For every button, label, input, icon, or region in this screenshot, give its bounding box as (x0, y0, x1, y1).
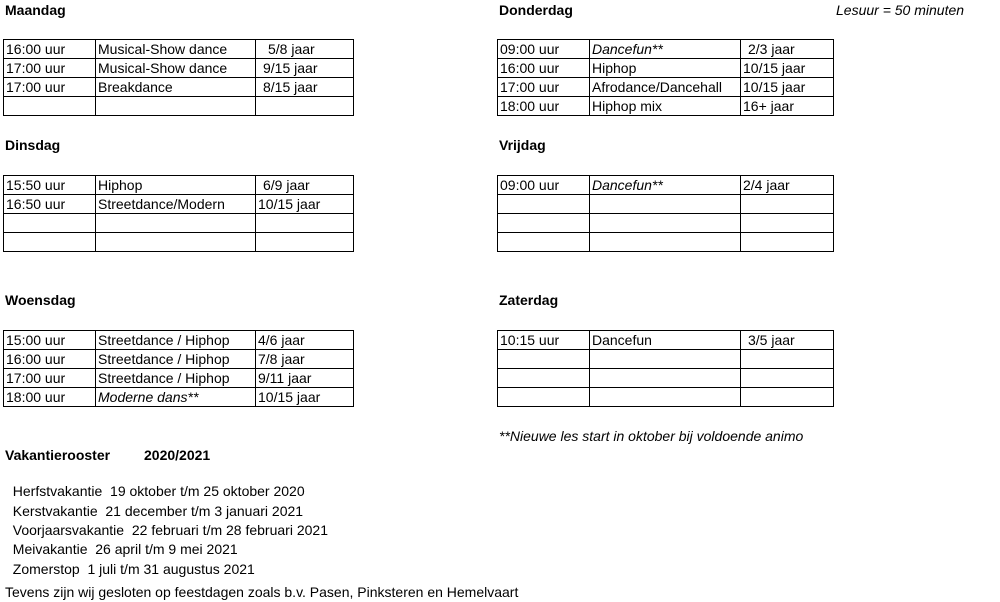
age-cell: 9/11 jaar (256, 369, 354, 388)
age-cell (741, 233, 834, 252)
time-cell: 09:00 uur (498, 40, 590, 59)
course-cell: Breakdance (96, 78, 256, 97)
vacation-dates: 19 oktober t/m 25 oktober 2020 (110, 483, 305, 499)
vacation-heading: Vakantierooster (5, 447, 111, 463)
time-cell: 09:00 uur (498, 176, 590, 195)
table-row (4, 40, 354, 59)
age-cell: 9/15 jaar (256, 59, 354, 78)
course-cell: Musical-Show dance (96, 40, 256, 59)
time-cell (498, 233, 590, 252)
course-cell: Afrodance/Dancehall (590, 78, 741, 97)
time-cell (4, 233, 96, 252)
age-cell (256, 97, 354, 116)
time-cell: 10:15 uur (498, 331, 590, 350)
age-cell (256, 233, 354, 252)
vacation-item (5, 545, 255, 577)
time-cell: 17:00 uur (498, 78, 590, 97)
course-cell: Hiphop mix (590, 97, 741, 116)
course-cell: Streetdance/Modern (96, 195, 256, 214)
course-cell (590, 369, 741, 388)
vacation-name: Kerstvakantie (12, 503, 98, 519)
course-cell (96, 214, 256, 233)
table-row (498, 233, 834, 252)
table-row (4, 195, 354, 214)
time-cell: 15:00 uur (4, 331, 96, 350)
age-cell: 2/3 jaar (741, 40, 834, 59)
age-cell (741, 195, 834, 214)
age-cell (741, 350, 834, 369)
table-row (4, 214, 354, 233)
vacation-name: Zomerstop (12, 561, 80, 577)
course-cell: Moderne dans** (96, 388, 256, 407)
time-cell (498, 350, 590, 369)
time-cell (4, 97, 96, 116)
table-row (498, 97, 834, 116)
table-row (498, 350, 834, 369)
table-row (498, 214, 834, 233)
course-cell: Dancefun** (590, 40, 741, 59)
course-cell (590, 233, 741, 252)
vacation-year: 2020/2021 (144, 447, 211, 463)
course-cell (96, 233, 256, 252)
schedule-table-donderdag (497, 39, 834, 116)
closing-note: Tevens zijn wij gesloten op feestdagen zoals b.v. Pasen, Pinksteren en Hemelvaart (5, 584, 519, 600)
table-row (498, 176, 834, 195)
age-cell: 10/15 jaar (256, 388, 354, 407)
time-cell (498, 214, 590, 233)
age-cell: 5/8 jaar (256, 40, 354, 59)
course-cell: Dancefun** (590, 176, 741, 195)
course-cell (590, 195, 741, 214)
table-row (498, 59, 834, 78)
table-row (4, 233, 354, 252)
time-cell: 16:00 uur (4, 40, 96, 59)
table-row (498, 195, 834, 214)
table-row (4, 350, 354, 369)
time-cell (498, 195, 590, 214)
schedule-table-dinsdag (3, 175, 354, 252)
course-cell: Hiphop (590, 59, 741, 78)
table-row (498, 331, 834, 350)
time-cell (4, 214, 96, 233)
vacation-name: Meivakantie (12, 541, 88, 557)
age-cell (741, 369, 834, 388)
lesuur-note: Lesuur = 50 minuten (836, 2, 965, 18)
table-row (4, 331, 354, 350)
time-cell: 16:50 uur (4, 195, 96, 214)
day-title-woensdag: Woensdag (5, 292, 76, 308)
time-cell: 17:00 uur (4, 59, 96, 78)
table-row (4, 78, 354, 97)
course-cell: Streetdance / Hiphop (96, 369, 256, 388)
course-cell: Hiphop (96, 176, 256, 195)
age-cell: 10/15 jaar (741, 78, 834, 97)
schedule-table-maandag (3, 39, 354, 116)
age-cell: 2/4 jaar (741, 176, 834, 195)
course-cell (590, 350, 741, 369)
table-row (4, 388, 354, 407)
table-row (4, 59, 354, 78)
age-cell: 3/5 jaar (741, 331, 834, 350)
day-title-dinsdag: Dinsdag (5, 137, 61, 153)
day-title-zaterdag: Zaterdag (499, 292, 559, 308)
time-cell: 15:50 uur (4, 176, 96, 195)
table-row (4, 369, 354, 388)
time-cell: 18:00 uur (4, 388, 96, 407)
age-cell (741, 214, 834, 233)
table-row (498, 388, 834, 407)
schedule-table-woensdag (3, 330, 354, 407)
age-cell (741, 388, 834, 407)
time-cell: 18:00 uur (498, 97, 590, 116)
age-cell (256, 214, 354, 233)
table-row (4, 97, 354, 116)
age-cell: 10/15 jaar (741, 59, 834, 78)
course-cell: Musical-Show dance (96, 59, 256, 78)
course-cell (96, 97, 256, 116)
footnote-new-lessons: **Nieuwe les start in oktober bij voldoende animo (499, 428, 804, 444)
course-cell (590, 214, 741, 233)
table-row (498, 78, 834, 97)
vacation-dates: 21 december t/m 3 januari 2021 (105, 503, 304, 519)
table-row (498, 369, 834, 388)
course-cell: Dancefun (590, 331, 741, 350)
vacation-name: Voorjaarsvakantie (12, 522, 125, 538)
schedule-table-vrijdag (497, 175, 834, 252)
day-title-maandag: Maandag (5, 2, 66, 18)
age-cell: 4/6 jaar (256, 331, 354, 350)
time-cell: 17:00 uur (4, 369, 96, 388)
time-cell: 16:00 uur (4, 350, 96, 369)
vacation-dates: 1 juli t/m 31 augustus 2021 (87, 561, 255, 577)
vacation-dates: 22 februari t/m 28 februari 2021 (131, 522, 328, 538)
time-cell (498, 369, 590, 388)
time-cell: 17:00 uur (4, 78, 96, 97)
age-cell: 7/8 jaar (256, 350, 354, 369)
age-cell: 10/15 jaar (256, 195, 354, 214)
vacation-name: Herfstvakantie (12, 483, 103, 499)
course-cell: Streetdance / Hiphop (96, 331, 256, 350)
table-row (498, 40, 834, 59)
age-cell: 8/15 jaar (256, 78, 354, 97)
time-cell: 16:00 uur (498, 59, 590, 78)
time-cell (498, 388, 590, 407)
vacation-dates: 26 april t/m 9 mei 2021 (95, 541, 238, 557)
table-row (4, 176, 354, 195)
day-title-vrijdag: Vrijdag (499, 137, 546, 153)
course-cell: Streetdance / Hiphop (96, 350, 256, 369)
age-cell: 16+ jaar (741, 97, 834, 116)
day-title-donderdag: Donderdag (499, 2, 573, 18)
age-cell: 6/9 jaar (256, 176, 354, 195)
course-cell (590, 388, 741, 407)
schedule-table-zaterdag (497, 330, 834, 407)
